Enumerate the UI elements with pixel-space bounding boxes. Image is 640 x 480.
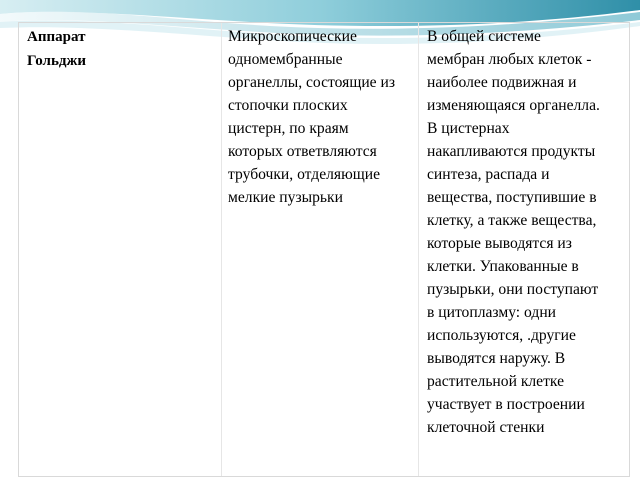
function-cell: [418, 23, 630, 476]
structure-cell: [221, 23, 418, 476]
term-text: Аппарат Гольджи: [27, 29, 86, 69]
function-text: В общей системе мембран любых клеток - наиболее подвижная и изменяющаяся органелла. В цистернах накапливаются продукты синтеза, распада и вещества, поступившие в клетку, а также вещества, которые выводятся из клетки. Упакованные в пузырьки, они поступают в цитоплазму: одни используются, .другие выводятся наружу. В растительной клетке участвует в построении клеточной стенки: [427, 28, 600, 436]
term-cell: [19, 23, 221, 476]
structure-text: Микроскопические одномембранные органеллы, состоящие из стопочки плоских цистерн, по краям которых ответвляются трубочки, отделяющие мелкие пузырьки: [228, 28, 396, 206]
info-table: [18, 22, 630, 477]
